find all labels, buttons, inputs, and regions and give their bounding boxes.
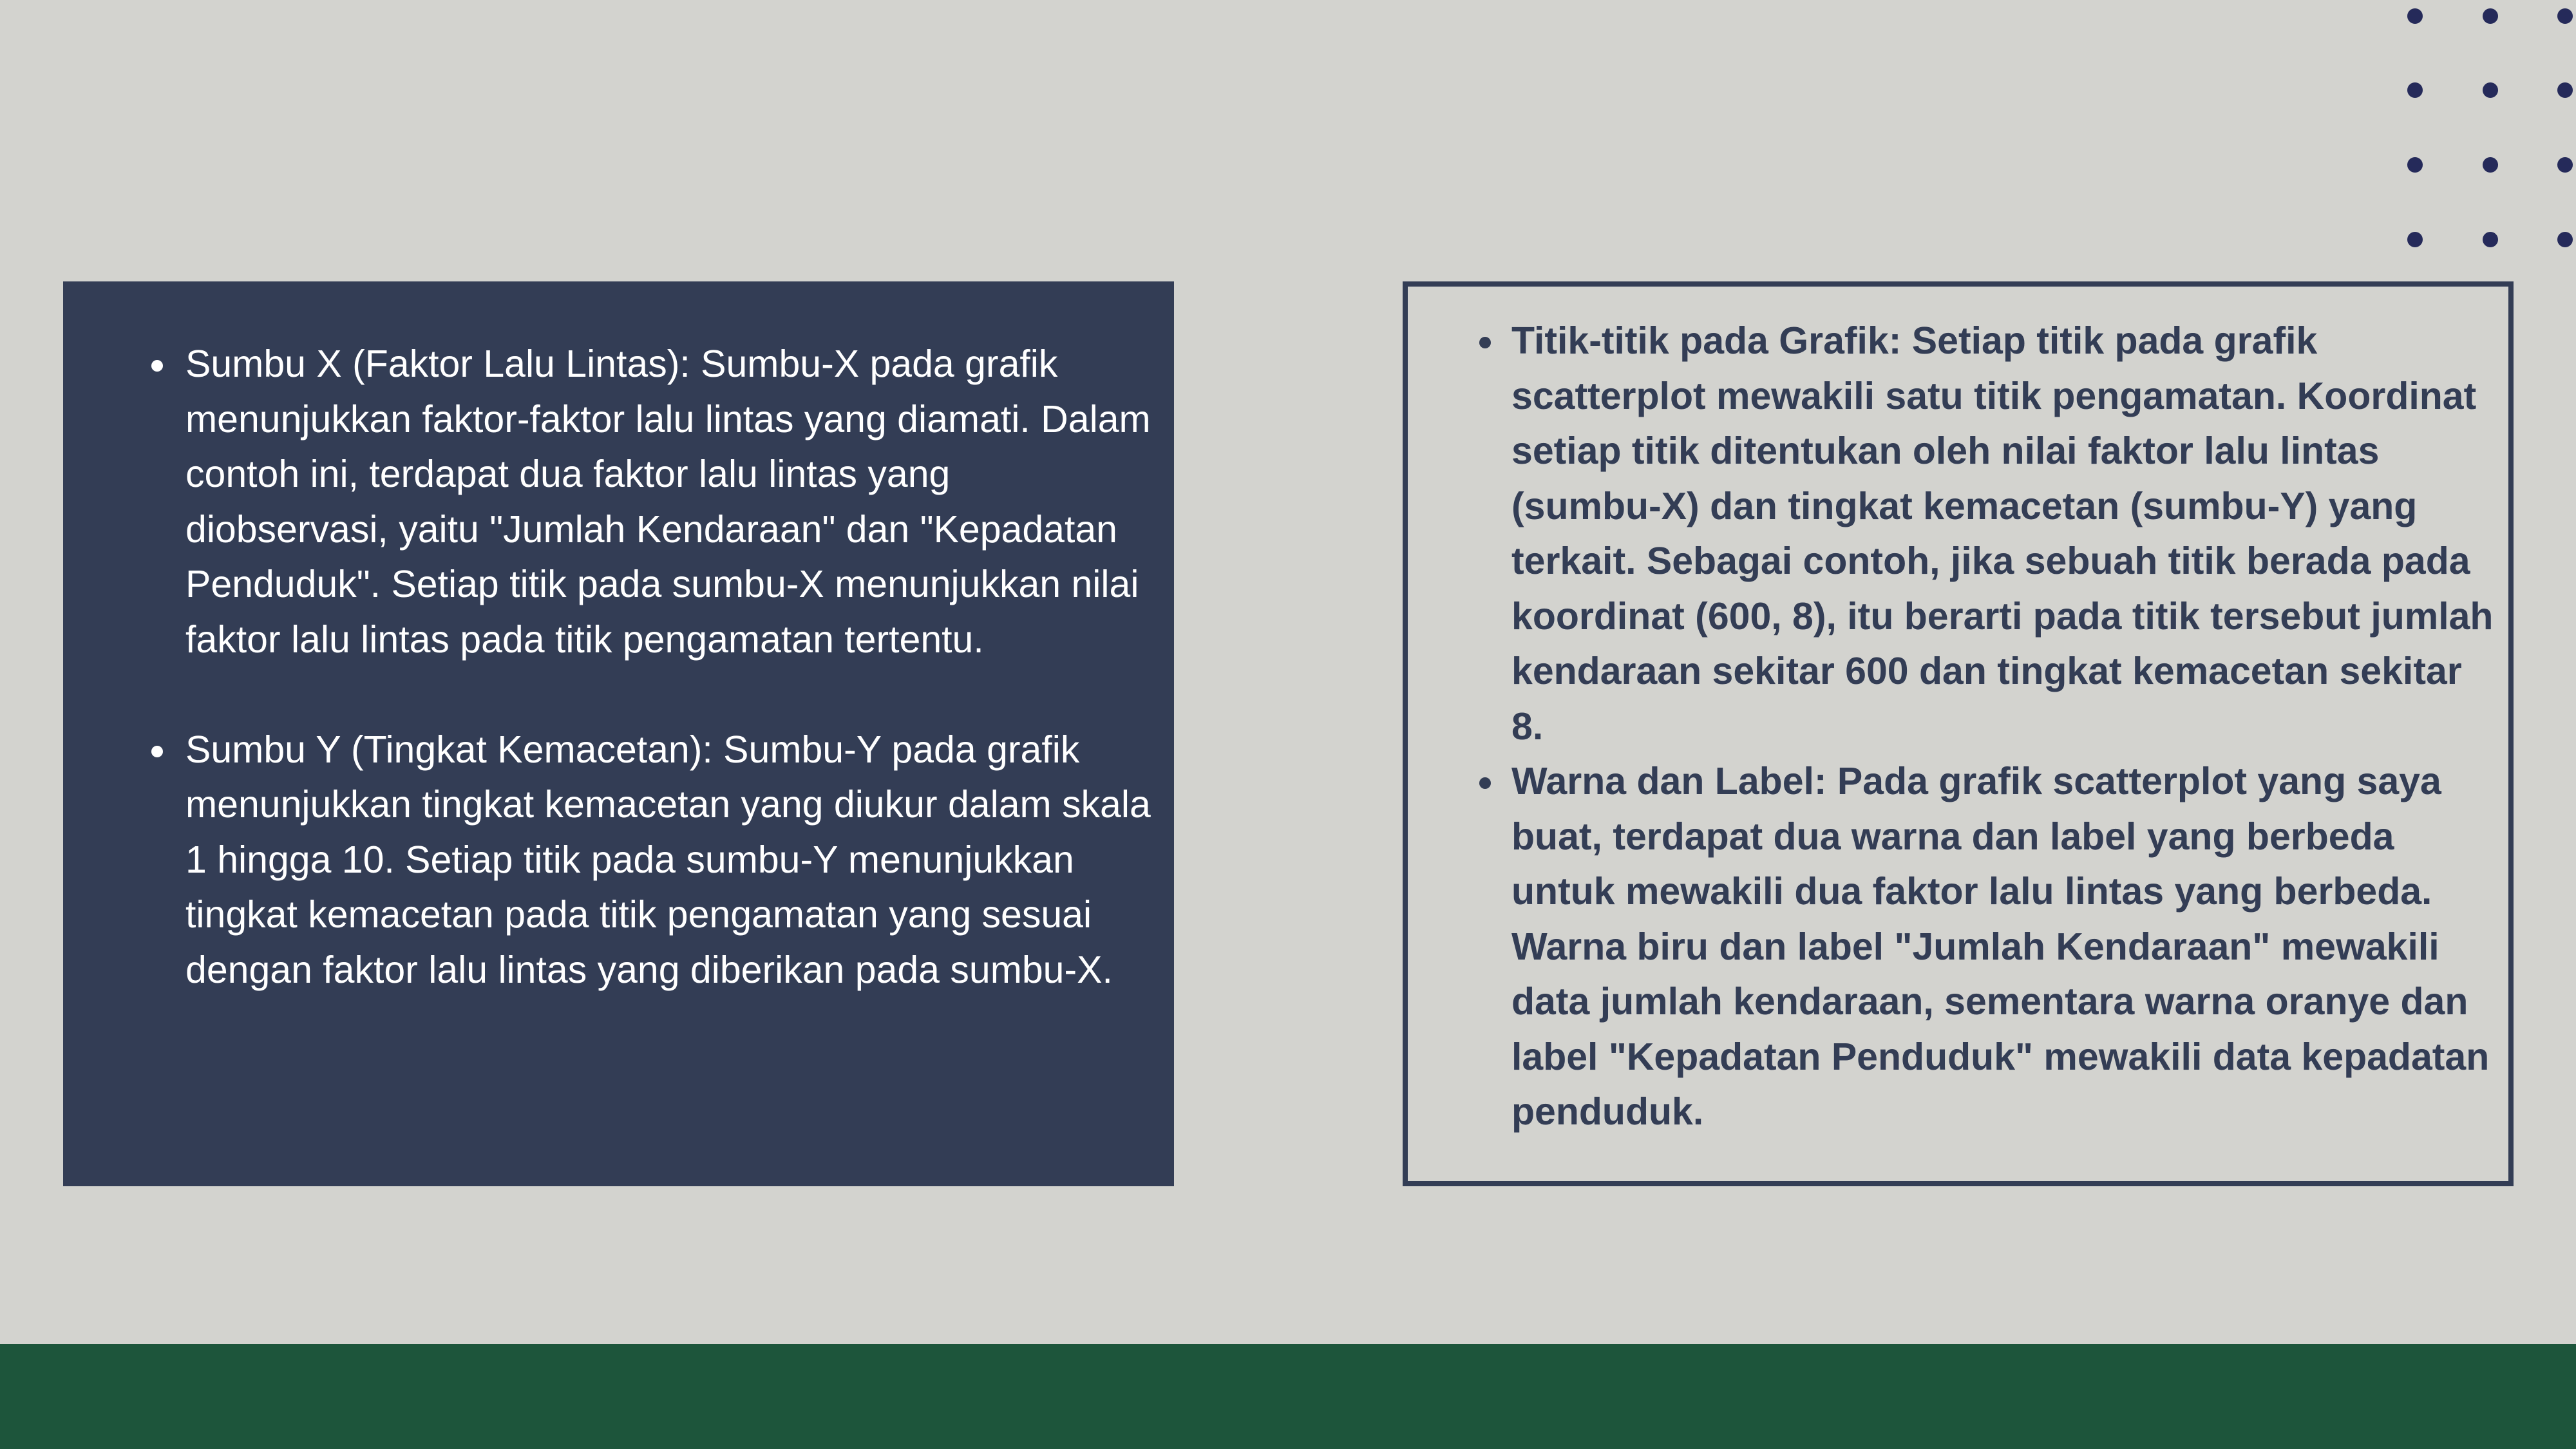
colors-labels-bullet: Warna dan Label: Pada grafik scatterplot yang saya buat, terdapat dua warna dan label yang berbeda untuk mewakili dua faktor lalu lintas yang berbeda. Warna biru dan label "Jumlah Kendaraan" mewakili data jumlah kendaraan, sementara warna oranye dan label "Kepadatan Penduduk" mewakili data kepadatan penduduk. bbox=[1408, 754, 2503, 1140]
decorative-dot bbox=[2407, 8, 2423, 24]
decorative-dot bbox=[2557, 82, 2573, 98]
decorative-dot bbox=[2557, 8, 2573, 24]
points-bullet: Titik-titik pada Grafik: Setiap titik pada grafik scatterplot mewakili satu titik pengamatan. Koordinat setiap titik ditentukan oleh nilai faktor lalu lintas (sumbu-X) dan tingkat kemacetan (sumbu-Y) yang terkait. Sebagai contoh, jika sebuah titik berada pada koordinat (600, 8), itu berarti pada titik tersebut jumlah kendaraan sekitar 600 dan tingkat kemacetan sekitar 8. bbox=[1408, 314, 2503, 754]
x-axis-bullet: Sumbu X (Faktor Lalu Lintas): Sumbu-X pada grafik menunjukkan faktor-faktor lalu lintas yang diamati. Dalam contoh ini, terdapat dua faktor lalu lintas yang diobservasi, yaitu "Jumlah Kendaraan" dan "Kepadatan Penduduk". Setiap titik pada sumbu-X menunjukkan nilai faktor lalu lintas pada titik pengamatan tertentu. bbox=[63, 337, 1158, 667]
decorative-dot bbox=[2483, 232, 2498, 247]
decorative-dot bbox=[2483, 8, 2498, 24]
decorative-dot bbox=[2557, 232, 2573, 247]
decorative-dot bbox=[2407, 82, 2423, 98]
decorative-dot-grid bbox=[2383, 0, 2576, 258]
decorative-dot bbox=[2407, 157, 2423, 173]
points-explanation-panel bbox=[1403, 281, 2514, 1186]
axis-explanation-panel bbox=[63, 281, 1174, 1186]
decorative-dot bbox=[2483, 82, 2498, 98]
points-explanation-list bbox=[1408, 314, 2503, 1140]
footer-bar bbox=[0, 1344, 2576, 1449]
y-axis-bullet: Sumbu Y (Tingkat Kemacetan): Sumbu-Y pada grafik menunjukkan tingkat kemacetan yang diukur dalam skala 1 hingga 10. Setiap titik pada sumbu-Y menunjukkan tingkat kemacetan pada titik pengamatan yang sesuai dengan faktor lalu lintas yang diberikan pada sumbu-X. bbox=[63, 723, 1158, 998]
decorative-dot bbox=[2557, 157, 2573, 173]
axis-explanation-list bbox=[63, 337, 1158, 998]
decorative-dot bbox=[2407, 232, 2423, 247]
decorative-dot bbox=[2483, 157, 2498, 173]
